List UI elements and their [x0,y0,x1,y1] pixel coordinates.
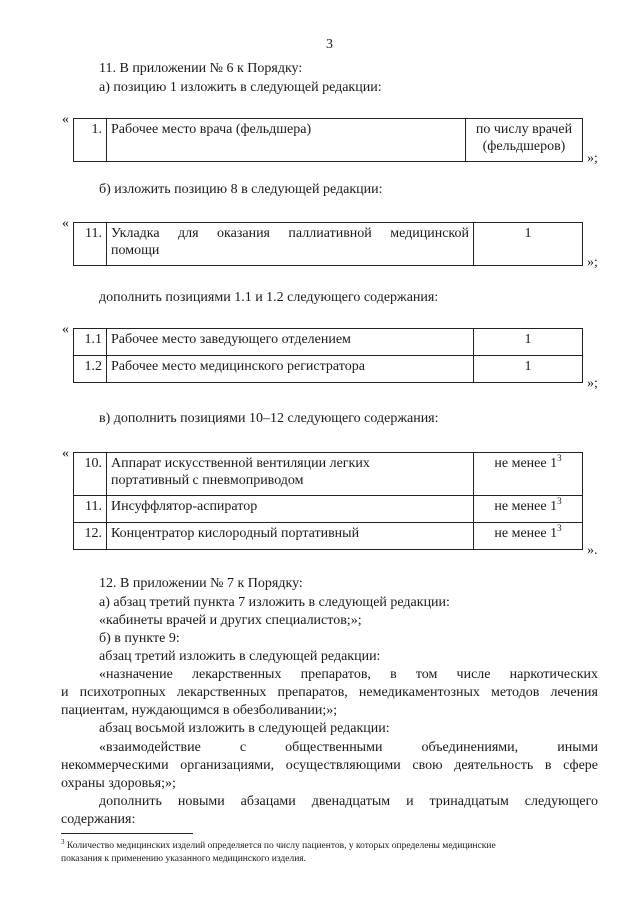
footnote-line1 [61,840,496,853]
open-quote: « [62,216,69,231]
close-quote: »; [587,255,598,270]
close-quote: »; [587,376,598,391]
section-12-b3-line1: дополнить новыми абзацами двенадцатым и тринадцатым следующего [99,794,598,809]
row-num: 11. [74,223,107,266]
footnote-text-1: Количество медицинских изделий определяется по числу пациентов, у которых определены медицинские [64,841,496,851]
table-row [74,329,583,356]
row-value-line2: (фельдшеров) [482,139,566,154]
row-name [107,223,474,266]
table-position-1 [73,118,583,162]
open-quote: « [62,446,69,461]
row-name: Инсуффлятор-аспиратор [107,496,474,523]
row-num: 11. [74,496,107,523]
quote2-line2: некоммерческими организациями, осуществляющими свою деятельность в сфере [61,758,598,773]
row-name-line1: Укладка для оказания паллиативной медицинской [111,226,469,241]
close-quote: »; [587,151,598,166]
section-12-title: 12. В приложении № 7 к Порядку: [99,576,303,591]
section-12-b1: абзац третий изложить в следующей редакции: [99,649,381,664]
row-value-line1: по числу врачей [475,122,573,137]
footnote-divider [61,833,193,834]
quote1-line1: «назначение лекарственных препаратов, в том числе наркотических [99,667,598,682]
table-row [74,223,583,266]
table-positions-10-12 [73,452,583,550]
section-11-a: а) позицию 1 изложить в следующей редакции: [99,80,382,95]
table-position-8 [73,222,583,266]
row-value [474,496,583,523]
row-num: 12. [74,523,107,550]
section-12-a: а) абзац третий пункта 7 изложить в следующей редакции: [99,595,450,610]
quote2-line3: охраны здоровья;»; [61,776,176,791]
footnote-ref: 3 [557,453,562,463]
page-number: 3 [326,37,333,52]
section-11-title: 11. В приложении № 6 к Порядку: [99,61,303,76]
row-value [466,119,583,162]
row-name: Концентратор кислородный портативный [107,523,474,550]
quote2-line1: «взаимодействие с общественными объединениями, иными [99,740,598,755]
row-value: 1 [474,356,583,383]
section-12-a-text: «кабинеты врачей и других специалистов;»; [99,613,362,628]
row-value: 1 [474,223,583,266]
footnote-ref: 3 [557,496,562,506]
footnote-mark: 3 [61,838,65,846]
footnote-ref: 3 [557,523,562,533]
row-name-line2: помощи [111,243,160,258]
row-name [107,453,474,496]
quote1-line3: пациентам, нуждающимся в обезболивании;»; [61,703,338,718]
row-num: 1.2 [74,356,107,383]
row-name: Рабочее место заведующего отделением [107,329,474,356]
open-quote: « [62,112,69,127]
section-12-b: б) в пункте 9: [99,631,180,646]
open-quote: « [62,322,69,337]
section-12-b3-line2: содержания: [61,812,136,827]
section-11-b: б) изложить позицию 8 в следующей редакции: [99,182,383,197]
table-row [74,356,583,383]
table-row [74,119,583,162]
section-11-c: в) дополнить позициями 10–12 следующего содержания: [99,411,439,426]
row-value-text: не менее 1 [494,499,558,514]
row-value-text: не менее 1 [494,526,558,541]
row-name-line2: портативный с пневмоприводом [111,473,304,488]
row-num: 1. [74,119,107,162]
row-value [474,523,583,550]
section-11-add: дополнить позициями 1.1 и 1.2 следующего содержания: [99,290,439,305]
quote1-line2: и психотропных лекарственных препаратов, немедикаментозных методов лечения [61,685,598,700]
footnote-line2: показания к применению указанного медицинского изделия. [61,854,307,864]
table-row [74,496,583,523]
section-12-b2: абзац восьмой изложить в следующей редакции: [99,721,390,736]
row-num: 1.1 [74,329,107,356]
row-name: Рабочее место медицинского регистратора [107,356,474,383]
table-row [74,453,583,496]
row-value [474,453,583,496]
table-row [74,523,583,550]
close-quote: ». [587,543,598,558]
row-value-text: не менее 1 [494,456,558,471]
row-value: 1 [474,329,583,356]
row-num: 10. [74,453,107,496]
row-name-line1: Аппарат искусственной вентиляции легких [111,456,370,471]
table-positions-1-1-1-2 [73,328,583,383]
row-name: Рабочее место врача (фельдшера) [107,119,466,162]
